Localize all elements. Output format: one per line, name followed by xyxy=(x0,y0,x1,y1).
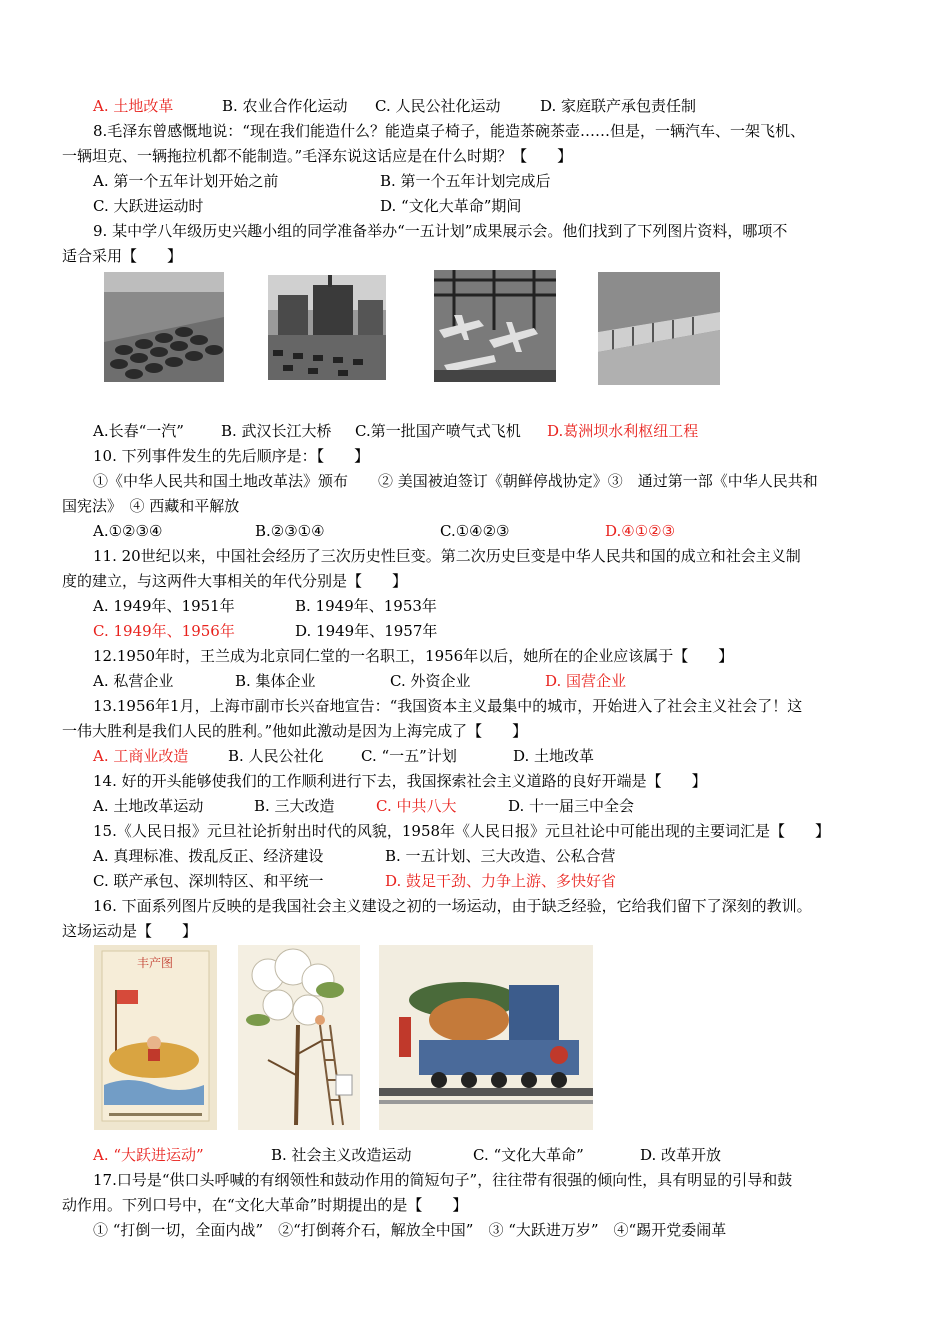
q9-photo-auto-factory xyxy=(104,272,224,382)
q8-option-a: A. 第一个五年计划开始之前 xyxy=(93,172,279,190)
q13-option-c: C. “一五”计划 xyxy=(361,747,457,765)
q12-option-b: B. 集体企业 xyxy=(235,672,316,690)
q11-option-c: C. 1949年、1956年 xyxy=(93,622,235,640)
q7-option-b: B. 农业合作化运动 xyxy=(222,97,348,115)
q15-stem: 15.《人民日报》元旦社论折射出时代的风貌，1958年《人民日报》元旦社论中可能出现的主要词汇是【 】 xyxy=(93,822,831,840)
q13-stem-line1: 13.1956年1月，上海市副市长兴奋地宣告：“我国资本主义最集中的城市，开始进入了社会主义社会了！这 xyxy=(93,697,803,715)
q10-option-a: A.①②③④ xyxy=(93,522,163,540)
q7-option-d: D. 家庭联产承包责任制 xyxy=(540,97,697,115)
q9-option-d: D.葛洲坝水利枢纽工程 xyxy=(547,422,699,440)
q11-option-a: A. 1949年、1951年 xyxy=(93,597,235,615)
q16-option-d: D. 改革开放 xyxy=(640,1146,722,1164)
q14-option-a: A. 土地改革运动 xyxy=(93,797,204,815)
q16-poster-harvest xyxy=(94,945,217,1130)
q7-option-a: A. 土地改革 xyxy=(93,97,174,115)
q7-option-c: C. 人民公社化运动 xyxy=(375,97,501,115)
q11-stem-line1: 11. 20世纪以来，中国社会经历了三次历史性巨变。第二次历史巨变是中华人民共和国的成立和社会主义制 xyxy=(93,547,801,565)
q14-option-b: B. 三大改造 xyxy=(254,797,335,815)
q15-option-d: D. 鼓足干劲、力争上游、多快好省 xyxy=(385,872,617,890)
q15-option-c: C. 联产承包、深圳特区、和平统一 xyxy=(93,872,324,890)
q10-events-line1: ①《中华人民共和国土地改革法》颁布 ② 美国被迫签订《朝鲜停战协定》③ 通过第一部《中华人民共和 xyxy=(93,472,818,490)
q16-poster-giant-cotton xyxy=(238,945,360,1130)
q17-slogans-line1: ① “打倒一切，全面内战” ②“打倒蒋介石，解放全中国” ③ “大跃进万岁” ④“踢开党委闹革 xyxy=(93,1221,727,1239)
q16-option-b: B. 社会主义改造运动 xyxy=(271,1146,412,1164)
q16-option-c: C. “文化大革命” xyxy=(473,1146,584,1164)
q12-stem: 12.1950年时，王兰成为北京同仁堂的一名职工，1956年以后，她所在的企业应该属于【 】 xyxy=(93,647,734,665)
q9-stem-line2: 适合采用【 】 xyxy=(62,247,183,265)
q9-photo-dam xyxy=(598,272,720,385)
q17-stem-line1: 17.口号是“供口头呼喊的有纲领性和鼓动作用的简短句子”，往往带有很强的倾向性，具有明显的引导和鼓 xyxy=(93,1171,793,1189)
q13-option-d: D. 土地改革 xyxy=(513,747,595,765)
q11-stem-line2: 度的建立，与这两件大事相关的年代分别是【 】 xyxy=(62,572,408,590)
q9-option-b: B. 武汉长江大桥 xyxy=(221,422,332,440)
q14-stem: 14. 好的开头能够使我们的工作顺利进行下去，我国探索社会主义道路的良好开端是【 】 xyxy=(93,772,707,790)
q12-option-c: C. 外资企业 xyxy=(390,672,471,690)
q15-option-a: A. 真理标准、拨乱反正、经济建设 xyxy=(93,847,324,865)
q14-option-d: D. 十一届三中全会 xyxy=(508,797,635,815)
q13-option-b: B. 人民公社化 xyxy=(228,747,324,765)
q9-photo-factory-buildings xyxy=(268,275,386,380)
q8-option-d: D. “文化大革命”期间 xyxy=(380,197,522,215)
q12-option-a: A. 私营企业 xyxy=(93,672,174,690)
q10-option-c: C.①④②③ xyxy=(440,522,510,540)
q8-option-b: B. 第一个五年计划完成后 xyxy=(380,172,551,190)
q11-option-b: B. 1949年、1953年 xyxy=(295,597,437,615)
q9-photo-jet-aircraft xyxy=(434,270,556,382)
q13-option-a: A. 工商业改造 xyxy=(93,747,189,765)
q9-option-a: A.长春“一汽” xyxy=(93,422,184,440)
q12-option-d: D. 国营企业 xyxy=(545,672,627,690)
q8-stem-line2: 一辆坦克、一辆拖拉机都不能制造。”毛泽东说这话应是在什么时期？【 】 xyxy=(62,147,573,165)
q9-stem-line1: 9. 某中学八年级历史兴趣小组的同学准备举办“一五计划”成果展示会。他们找到了下列图片资料，哪项不 xyxy=(93,222,788,240)
q10-events-line2: 国宪法》 ④ 西藏和平解放 xyxy=(62,497,240,515)
q14-option-c: C. 中共八大 xyxy=(376,797,457,815)
q8-option-c: C. 大跃进运动时 xyxy=(93,197,204,215)
q17-stem-line2: 动作用。下列口号中，在“文化大革命”时期提出的是【 】 xyxy=(62,1196,468,1214)
q16-stem-line2: 这场运动是【 】 xyxy=(62,922,198,940)
q8-stem-line1: 8.毛泽东曾感慨地说：“现在我们能造什么？能造桌子椅子，能造茶碗茶壶……但是，一辆汽车、一架飞机、 xyxy=(93,122,805,140)
q16-poster-locomotive xyxy=(379,945,593,1130)
q16-option-a: A. “大跃进运动” xyxy=(93,1146,204,1164)
q16-poster-title: 丰产图 xyxy=(136,956,174,970)
q10-option-d: D.④①②③ xyxy=(605,522,676,540)
q15-option-b: B. 一五计划、三大改造、公私合营 xyxy=(385,847,616,865)
q9-option-c: C.第一批国产喷气式飞机 xyxy=(355,422,521,440)
q10-stem: 10. 下列事件发生的先后顺序是：【 】 xyxy=(93,447,370,465)
q13-stem-line2: 一伟大胜利是我们人民的胜利。”他如此激动是因为上海完成了【 】 xyxy=(62,722,528,740)
q16-stem-line1: 16. 下面系列图片反映的是我国社会主义建设之初的一场运动，由于缺乏经验，它给我们留下了深刻的教训。 xyxy=(93,897,812,915)
q11-option-d: D. 1949年、1957年 xyxy=(295,622,438,640)
q10-option-b: B.②③①④ xyxy=(255,522,325,540)
